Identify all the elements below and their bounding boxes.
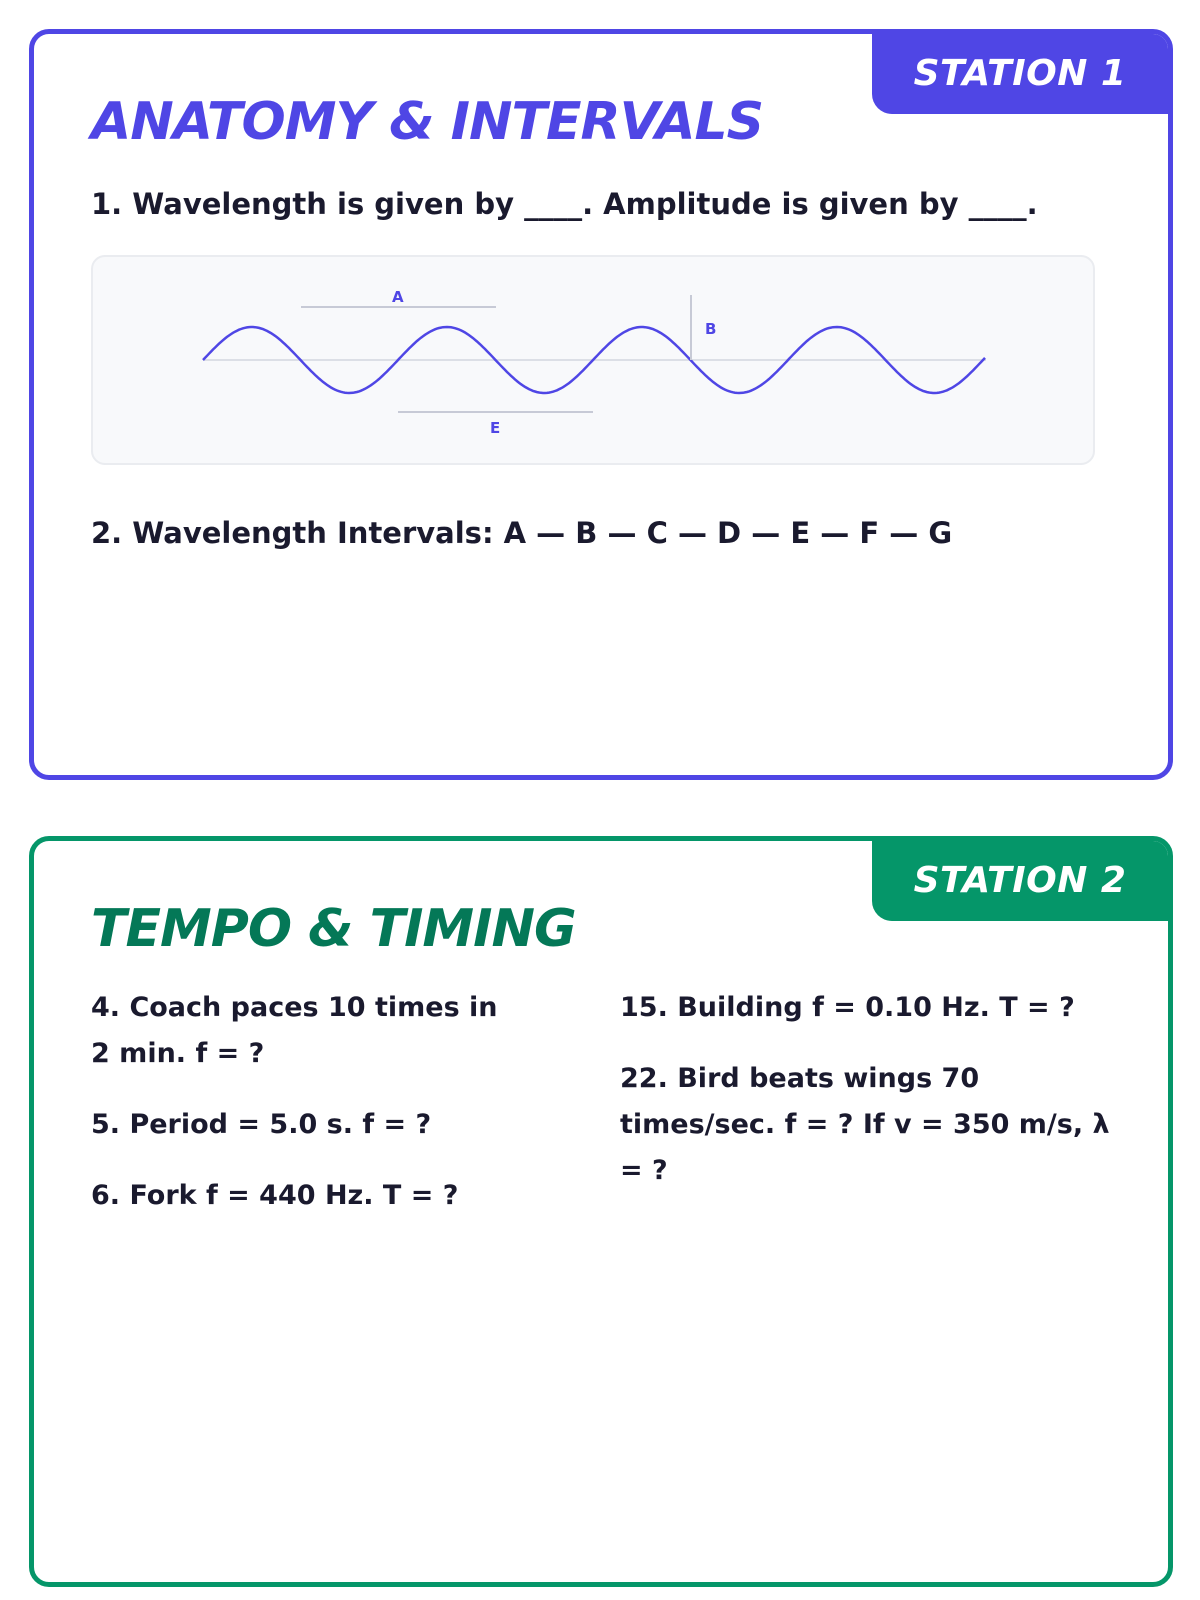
question-22: 22. Bird beats wings 70 times/sec. f = ? If v = 350 m/s, λ = ? [620,1063,1110,1186]
marker-a-label: A [392,288,404,306]
station-1-tag: STATION 1 [872,34,1168,114]
question-4: 4. Coach paces 10 times in 2 min. f = ? [91,992,498,1069]
station-1-card [29,29,1173,780]
marker-e-label: E [490,419,501,437]
question-2: 2. Wavelength Intervals: A — B — C — D — E — F — G [91,516,953,550]
station-2-card [29,836,1173,1587]
right-question-column [620,985,1110,1219]
station-1-title: ANATOMY & INTERVALS [91,92,764,152]
question-1: 1. Wavelength is given by ____. Amplitude is given by ____. [91,187,1038,221]
station-2-tag: STATION 2 [872,841,1168,921]
question-6: 6. Fork f = 440 Hz. T = ? [91,1180,459,1211]
left-question-column [91,985,521,1244]
station-2-title: TEMPO & TIMING [91,899,576,959]
wave-diagram [91,255,1095,465]
marker-b-label: B [705,320,717,338]
wave-svg [93,257,1097,467]
question-5: 5. Period = 5.0 s. f = ? [91,1109,432,1140]
question-15: 15. Building f = 0.10 Hz. T = ? [620,992,1075,1023]
